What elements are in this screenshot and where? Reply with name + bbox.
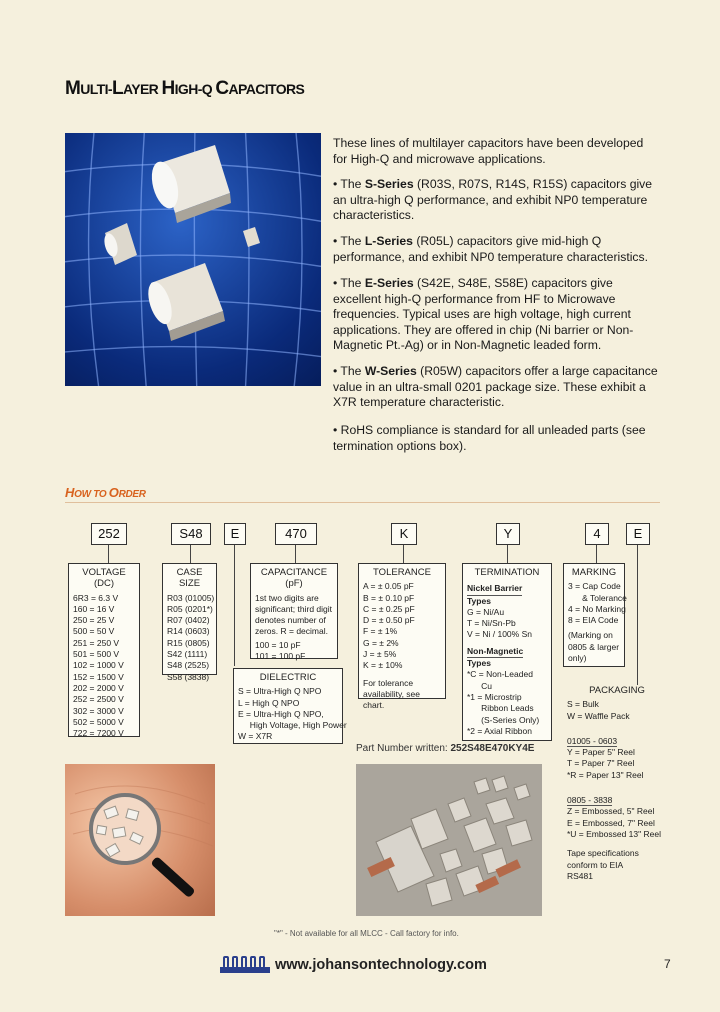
tolerance-note: For tolerance availability, see chart.: [363, 677, 421, 711]
dielectric-row: E = Ultra-High Q NPO,: [238, 708, 324, 719]
termination-title: TERMINATION: [474, 567, 540, 578]
code-termination: Y: [496, 523, 520, 545]
dielectric-title: DIELECTRIC: [259, 672, 317, 683]
capacitance-example: 100 = 10 pF: [255, 639, 301, 650]
johanson-logo-icon: [220, 953, 270, 980]
connector-line: [507, 545, 508, 563]
tolerance-box: [358, 563, 446, 711]
dielectric-box: [233, 668, 347, 744]
packaging-section: [567, 685, 667, 882]
tolerance-title: TOLERANCE: [373, 567, 431, 578]
voltage-row: 502 = 5000 V: [73, 716, 124, 727]
s-series-bullet: • The S-Series (R03S, R07S, R14S, R15S) capacitors give an ultra-high Q performance, and exhibit NP0 temperature characteristics.: [333, 177, 653, 222]
tolerance-row: B = ± 0.10 pF: [363, 592, 415, 603]
marking-title: MARKING: [571, 567, 617, 578]
how-to-order-heading: HOW TO ORDER: [65, 485, 146, 500]
tolerance-row: G = ± 2%: [363, 637, 399, 648]
tolerance-row: A = ± 0.05 pF: [363, 581, 414, 592]
termination-row: G = Ni/Au: [467, 606, 505, 617]
website-link[interactable]: www.johansontechnology.com: [275, 957, 487, 973]
connector-line: [234, 545, 235, 666]
packaging-title: PACKAGING: [589, 685, 645, 696]
voltage-row: 302 = 3000 V: [73, 705, 124, 716]
case-size-row: R14 (0603): [167, 626, 210, 637]
capacitors-hero-image: [65, 133, 321, 386]
marking-row: & Tolerance: [568, 592, 627, 603]
case-size-row: R03 (01005): [167, 592, 215, 603]
marking-row: 3 = Cap Code: [568, 581, 621, 592]
case-size-row: S42 (1111): [167, 649, 208, 660]
marking-row: 8 = EIA Code: [568, 615, 619, 626]
voltage-row: 501 = 500 V: [73, 649, 120, 660]
case-size-row: S48 (2525): [167, 660, 210, 671]
dielectric-row: W = X7R: [238, 731, 273, 742]
page-number: 7: [664, 957, 671, 971]
termination-row: T = Ni/Sn-Pb: [467, 618, 516, 629]
nickel-types-label: Types: [467, 595, 491, 606]
footnote: "*" - Not available for all MLCC - Call factory for info.: [274, 929, 459, 938]
part-number-example: Part Number written: 252S48E470KY4E: [356, 743, 535, 754]
assorted-capacitors-photo: [356, 764, 542, 916]
termination-row: (S-Series Only): [467, 714, 540, 725]
divider: [65, 502, 660, 503]
non-magnetic-label: Non-Magnetic: [467, 646, 523, 658]
case-size-row: R07 (0402): [167, 615, 210, 626]
tolerance-row: C = ± 0.25 pF: [363, 603, 415, 614]
code-case-size: S48: [171, 523, 211, 545]
packaging-row: E = Embossed, 7" Reel: [567, 817, 655, 828]
voltage-box: [68, 563, 140, 737]
termination-row: *1 = Microstrip: [467, 691, 522, 702]
voltage-row: 251 = 250 V: [73, 637, 120, 648]
voltage-row: 202 = 2000 V: [73, 682, 124, 693]
packaging-row: S = Bulk: [567, 699, 599, 710]
packaging-note: Tape specifications conform to EIA RS481: [567, 848, 639, 881]
connector-line: [108, 545, 109, 563]
packaging-row: W = Waffle Pack: [567, 710, 630, 721]
case-size-box: [162, 563, 217, 682]
connector-line: [637, 545, 638, 685]
case-size-row: R05 (0201*): [167, 603, 213, 614]
packaging-row: Z = Embossed, 5" Reel: [567, 806, 655, 817]
nonmag-types-label: Types: [467, 658, 491, 669]
connector-line: [190, 545, 191, 563]
packaging-range-label: 0805 - 3838: [567, 795, 613, 806]
marking-box: [563, 563, 625, 667]
voltage-row: 102 = 1000 V: [73, 660, 124, 671]
packaging-range-label: 01005 - 0603: [567, 735, 618, 746]
termination-box: [462, 563, 552, 741]
dielectric-row: S = Ultra-High Q NPO: [238, 686, 322, 697]
tolerance-row: J = ± 5%: [363, 649, 397, 660]
code-capacitance: 470: [275, 523, 317, 545]
voltage-row: 252 = 2500 V: [73, 694, 124, 705]
capacitance-box: [250, 563, 338, 662]
tolerance-row: F = ± 1%: [363, 626, 398, 637]
voltage-row: 500 = 50 V: [73, 626, 115, 637]
capacitance-description: 1st two digits are significant; third digit denotes number of zeros. R = decimal.: [255, 592, 333, 637]
termination-row: V = Ni / 100% Sn: [467, 629, 532, 640]
marking-note: (Marking on 0805 & larger only): [568, 630, 620, 664]
tolerance-row: K = ± 10%: [363, 660, 403, 671]
voltage-row: 152 = 1500 V: [73, 671, 124, 682]
l-series-bullet: • The L-Series (R05L) capacitors give mid-high Q performance, and exhibit NP0 temperature characteristics.: [333, 234, 648, 264]
connector-line: [295, 545, 296, 563]
capacitance-title: CAPACITANCE (pF): [260, 567, 328, 590]
voltage-row: 722 = 7200 V: [73, 728, 124, 739]
nickel-barrier-label: Nickel Barrier: [467, 583, 522, 595]
dielectric-row: High Voltage, High Power: [238, 720, 347, 731]
w-series-bullet: • The W-Series (R05W) capacitors offer a large capacitance value in an ultra-small 0201 package size. These exhibit a X7R temperature characteristic.: [333, 364, 658, 409]
marking-row: 4 = No Marking: [568, 603, 626, 614]
connector-line: [403, 545, 404, 563]
termination-row: *2 = Axial Ribbon: [467, 725, 532, 736]
intro-paragraph: These lines of multilayer capacitors have been developed for High-Q and microwave applications.: [333, 136, 644, 166]
voltage-title: VOLTAGE (DC): [82, 567, 126, 590]
tolerance-row: D = ± 0.50 pF: [363, 615, 415, 626]
voltage-row: 250 = 25 V: [73, 615, 115, 626]
termination-row: Ribbon Leads: [467, 703, 534, 714]
fingertip-photo: [65, 764, 215, 916]
code-tolerance: K: [391, 523, 417, 545]
code-dielectric: E: [224, 523, 246, 545]
rohs-bullet: • RoHS compliance is standard for all unleaded parts (see termination options box).: [333, 423, 646, 453]
code-packaging: E: [626, 523, 650, 545]
code-marking: 4: [585, 523, 609, 545]
packaging-row: *R = Paper 13" Reel: [567, 769, 644, 780]
case-size-row: S58 (3838): [167, 671, 210, 682]
page-title: MULTI-LAYER HIGH-Q CAPACITORS: [65, 78, 305, 99]
packaging-row: *U = Embossed 13" Reel: [567, 828, 661, 839]
dielectric-row: L = High Q NPO: [238, 697, 300, 708]
voltage-row: 160 = 16 V: [73, 603, 115, 614]
connector-line: [596, 545, 597, 563]
voltage-row: 6R3 = 6.3 V: [73, 592, 119, 603]
termination-row: Cu: [467, 680, 493, 691]
case-size-row: R15 (0805): [167, 637, 210, 648]
termination-row: *C = Non-Leaded: [467, 669, 533, 680]
case-size-title: CASE SIZE: [176, 567, 203, 590]
packaging-row: T = Paper 7" Reel: [567, 758, 635, 769]
code-voltage: 252: [91, 523, 127, 545]
e-series-bullet: • The E-Series (S42E, S48E, S58E) capacitors give excellent high-Q performance from HF to Microwave frequencies. Typical uses are high voltage, high current applications. They are offered in chip (Ni barrier or Non-Magnetic Pt.-Ag) or in Non-Magnetic leaded form.: [333, 276, 634, 352]
capacitance-example: 101 = 100 pF: [255, 651, 306, 662]
packaging-row: Y = Paper 5" Reel: [567, 747, 635, 758]
